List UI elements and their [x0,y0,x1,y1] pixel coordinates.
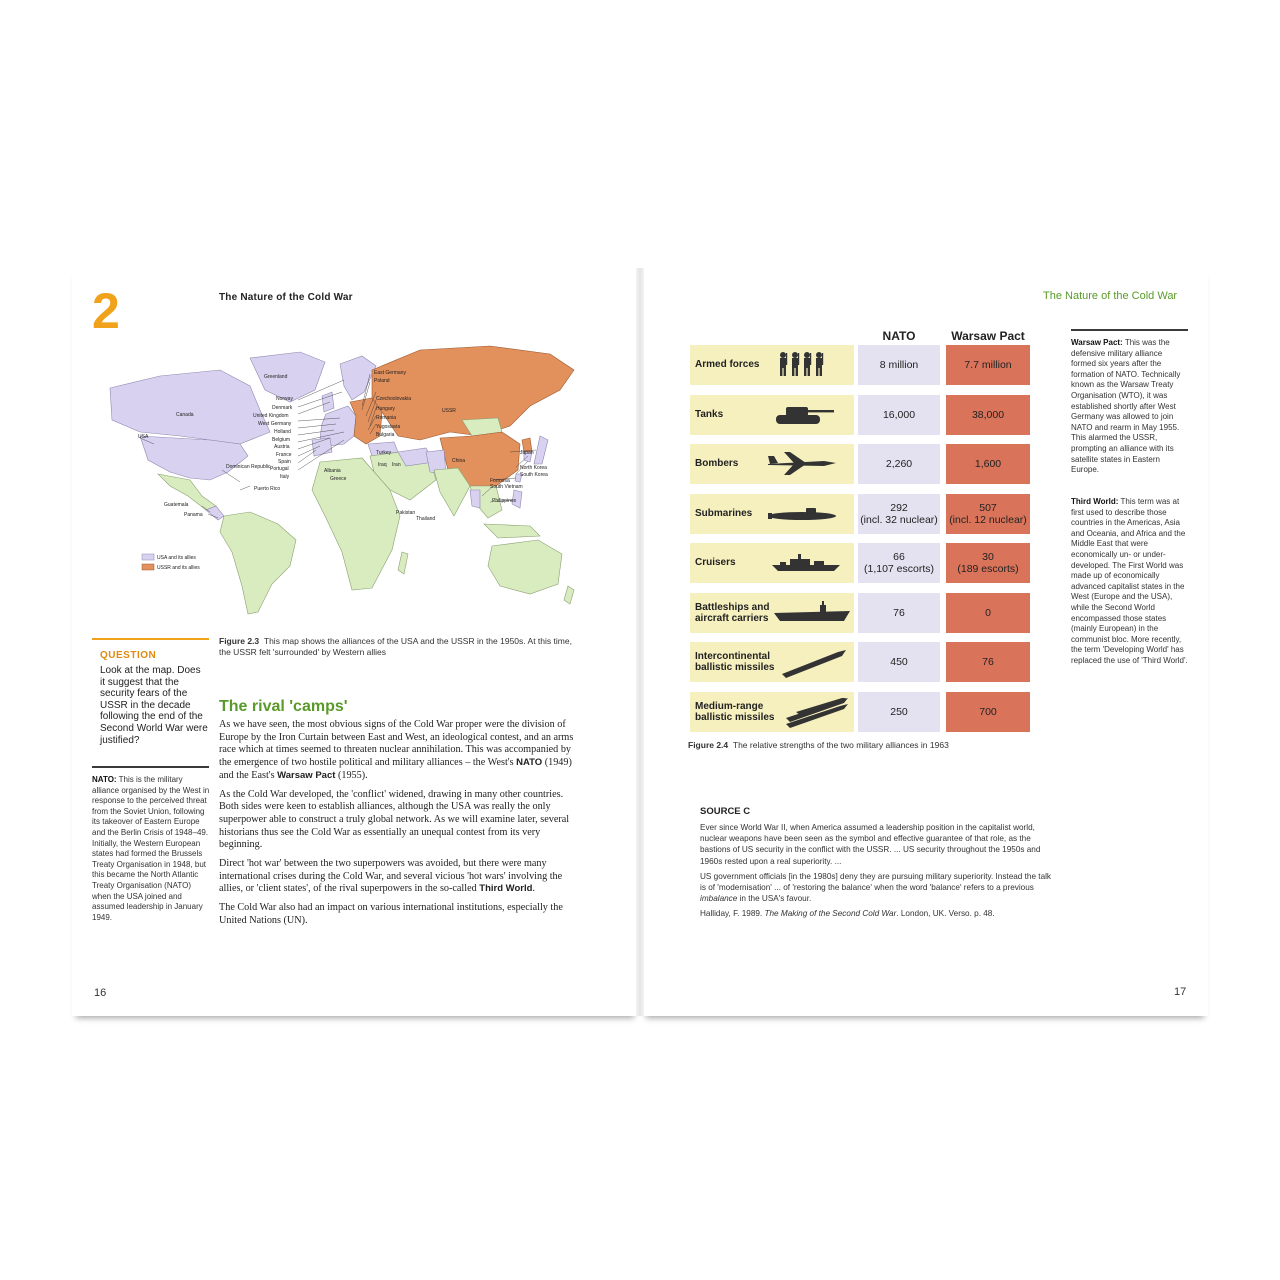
icbm-icon [776,648,850,683]
map-scandinavia [340,356,376,400]
map-uk [322,392,334,412]
map-label: France [276,452,292,458]
map-label: West Germany [258,421,292,427]
page-number-right: 17 [1174,986,1187,998]
map-label: South Vietnam [490,484,523,490]
map-label: Austria [274,444,290,450]
warsaw-value-cell: 700 [946,692,1030,732]
warsaw-value-cell: 30 (189 escorts) [946,543,1030,583]
map-label: Spain [278,459,291,465]
map-label: Czechoslovakia [376,396,412,402]
map-label: Greenland [264,374,288,380]
map-label: Portugal [270,466,289,472]
map-label: USSR [442,408,456,414]
cruiser-icon [770,549,842,580]
map-label: Formosa [490,478,510,484]
table-row-label [690,494,854,534]
section-heading: The rival 'camps' [219,698,348,715]
glossary-warsaw-pact: Warsaw Pact: This was the defensive military alliance formed six years after the formation of NATO. Technically known as the Warsaw Treaty Organisation (WTO), it was established shortly after West Germany was allowed to join NATO and rearm in May 1955. This alarmed the USSR, prompting an alliance with its satellite states in Eastern Europe. [1071,338,1181,475]
map-label: Puerto Rico [254,486,281,492]
table-row-label [690,395,854,435]
nato-value-cell: 76 [858,593,940,633]
table-row-label [690,444,854,484]
map-label: Thailand [416,516,436,522]
nato-value-cell: 16,000 [858,395,940,435]
legend-label-east: USSR and its allies [157,565,200,571]
glossary-rule-left [92,766,209,768]
column-header-warsaw-pact: Warsaw Pact [951,329,1025,343]
book-spine [636,268,644,1016]
map-australia [488,540,562,594]
table-row-label [690,692,854,732]
running-head-left: The Nature of the Cold War [219,292,353,303]
nato-value-cell: 2,260 [858,444,940,484]
row-label-text: Submarines [695,508,753,519]
map-label: Japan [520,450,534,456]
bomber-icon [766,450,838,481]
row-label-text: Cruisers [695,557,736,568]
map-label: South Korea [520,472,548,478]
glossary-rule-right [1071,329,1188,331]
tank-icon [772,401,836,432]
row-label-text: Battleships and aircraft carriers [695,602,770,624]
legend-swatch-east [142,564,154,570]
row-label-text: Bombers [695,458,739,469]
question-text: Look at the map. Does it suggest that the security fears of the USSR in the decade following the end of the Second World War were justified? [100,665,208,746]
legend-swatch-west [142,554,154,560]
map-label: Dominican Republic [226,464,271,470]
body-text [219,719,585,934]
nato-value-cell: 8 million [858,345,940,385]
question-rule [92,638,209,640]
warsaw-value-cell: 76 [946,642,1030,682]
row-label-text: Intercontinental ballistic missiles [695,651,775,673]
table-row-label [690,593,854,633]
table-row-label [690,345,854,385]
mrbm-icon [782,698,852,733]
map-label: USA [138,434,149,440]
warsaw-value-cell: 507 (incl. 12 nuclear) [946,494,1030,534]
soldiers-icon [777,351,829,382]
glossary-third-world: Third World: This term was at first used to describe those countries in the Americas, Asia and Oceania, and Africa and the Middle East that were economically un- or under-developed. The First World was made up of economically advanced capitalist states in the West (Europe and the USA), while the Second World encompassed those states (mainly European) in the communist bloc. More recently, the term 'Developing World' has replaced the use of 'Third World'. [1071,497,1188,665]
map-label: Canada [176,412,194,418]
map-south-america [220,512,296,614]
map-label: Greece [330,476,347,482]
map-label: Albania [324,468,341,474]
warsaw-value-cell: 1,600 [946,444,1030,484]
row-label-text: Armed forces [695,359,760,370]
row-label-text: Medium-range ballistic missiles [695,701,775,723]
map-label: Holland [274,429,291,435]
map-greenland [250,352,325,402]
warsaw-value-cell: 7.7 million [946,345,1030,385]
map-label: Iran [392,462,401,468]
world-alliance-map [100,340,580,622]
source-c-text [700,822,1056,924]
glossary-nato: NATO: This is the military alliance organised by the West in response to the perceived threat from the Soviet Union, following its takeover of Eastern Europe and the Berlin Crisis of 1948–49. Initially, the Western European states had formed the Brussels Treaty Organisation in 1948, but this became the North Atlantic Treaty Organisation (NATO) when the USA joined and assumed leadership in January 1949. [92,775,210,922]
map-label: Norway [276,396,293,402]
table-row-label [690,543,854,583]
map-label: Pakistan [396,510,416,516]
source-paragraph-1: Ever since World War II, when America assumed a leadership position in the capitalist world, nuclear weapons have been seen as the symbol and effective guarantee of that role, as the bastions of US security in the conflict with the USSR. ... US security throughout the 1950s and 1960s rested upon a real superiority. ... [700,823,1041,866]
nato-value-cell: 292 (incl. 32 nuclear) [858,494,940,534]
running-head-right: The Nature of the Cold War [1043,290,1178,302]
question-title: QUESTION [100,650,157,661]
body-paragraph-3: Direct 'hot war' between the two superpowers was avoided, but there were many international crises during the Cold War, and several vicious 'hot wars' involving the allies, or 'client states', of the rival superpowers in the so-called Third World. [219,858,563,895]
body-paragraph-2: As the Cold War developed, the 'conflict' widened, drawing in many other countries. Both sides were keen to establish alliances, although the USA was really the only superpower able to construct a truly global network. As we will examine later, several historians thus see the Cold War as essentially an unequal contest from its very beginning. [219,788,570,851]
map-label: Turkey [376,450,392,456]
body-paragraph-4: The Cold War also had an impact on various international institutions, especially the United Nations (UN). [219,902,563,926]
map-label: Yugoslavia [376,424,401,430]
map-thailand [470,490,480,508]
submarine-icon [766,500,838,531]
source-paragraph-2: US government officials [in the 1980s] deny they are pursuing military superiority. Instead the talk is of 'modernisation' ... of 'restoring the balance' when the word 'balance' refers to a previous imbalance in the USA's favour. [700,871,1052,904]
map-new-zealand [564,586,574,604]
map-madagascar [398,552,408,574]
nato-value-cell: 250 [858,692,940,732]
figure-caption-2-4: Figure 2.4 The relative strengths of the two military alliances in 1963 [688,740,949,750]
map-japan [534,436,548,464]
map-label: United Kingdom [253,413,289,419]
carrier-icon [772,599,852,630]
map-label: Hungary [376,406,395,412]
map-label: Romania [376,415,397,421]
chapter-number: 2 [92,283,120,339]
map-label: Bulgaria [376,432,395,438]
map-label: Guatemala [164,502,189,508]
body-paragraph-1: As we have seen, the most obvious signs of the Cold War proper were the division of Europe by the Iron Curtain between East and West, an ideological contest, and an arms race which at times seemed to threaten nuclear annihilation. This was accompanied by the emergence of two hostile political and military alliances – the West's NATO (1949) and the East's Warsaw Pact (1955). [219,719,574,781]
legend-label-west: USA and its allies [157,555,196,561]
warsaw-value-cell: 38,000 [946,395,1030,435]
map-label: Denmark [272,405,293,411]
map-canada [110,370,270,444]
map-label: Panama [184,512,203,518]
map-label: East Germany [374,370,406,376]
table-row-label [690,642,854,682]
map-label: Belgium [272,437,291,443]
map-label: Iraq [378,462,387,468]
map-label: Poland [374,378,390,384]
page-number-left: 16 [94,987,107,999]
warsaw-value-cell: 0 [946,593,1030,633]
figure-caption-2-3: Figure 2.3 This map shows the alliances of the USA and the USSR in the 1950s. At this time, the USSR felt 'surrounded' by Western allies [219,636,572,657]
column-header-nato: NATO [882,329,916,343]
map-label: Philippines [492,498,517,504]
map-label: Italy [280,474,290,480]
nato-value-cell: 450 [858,642,940,682]
map-indonesia [484,524,540,538]
source-reference: Halliday, F. 1989. The Making of the Second Cold War. London, UK. Verso. p. 48. [700,909,995,919]
map-label: North Korea [520,465,547,471]
source-title: SOURCE C [700,806,751,817]
nato-value-cell: 66 (1,107 escorts) [858,543,940,583]
map-label: China [452,458,466,464]
row-label-text: Tanks [695,409,724,420]
